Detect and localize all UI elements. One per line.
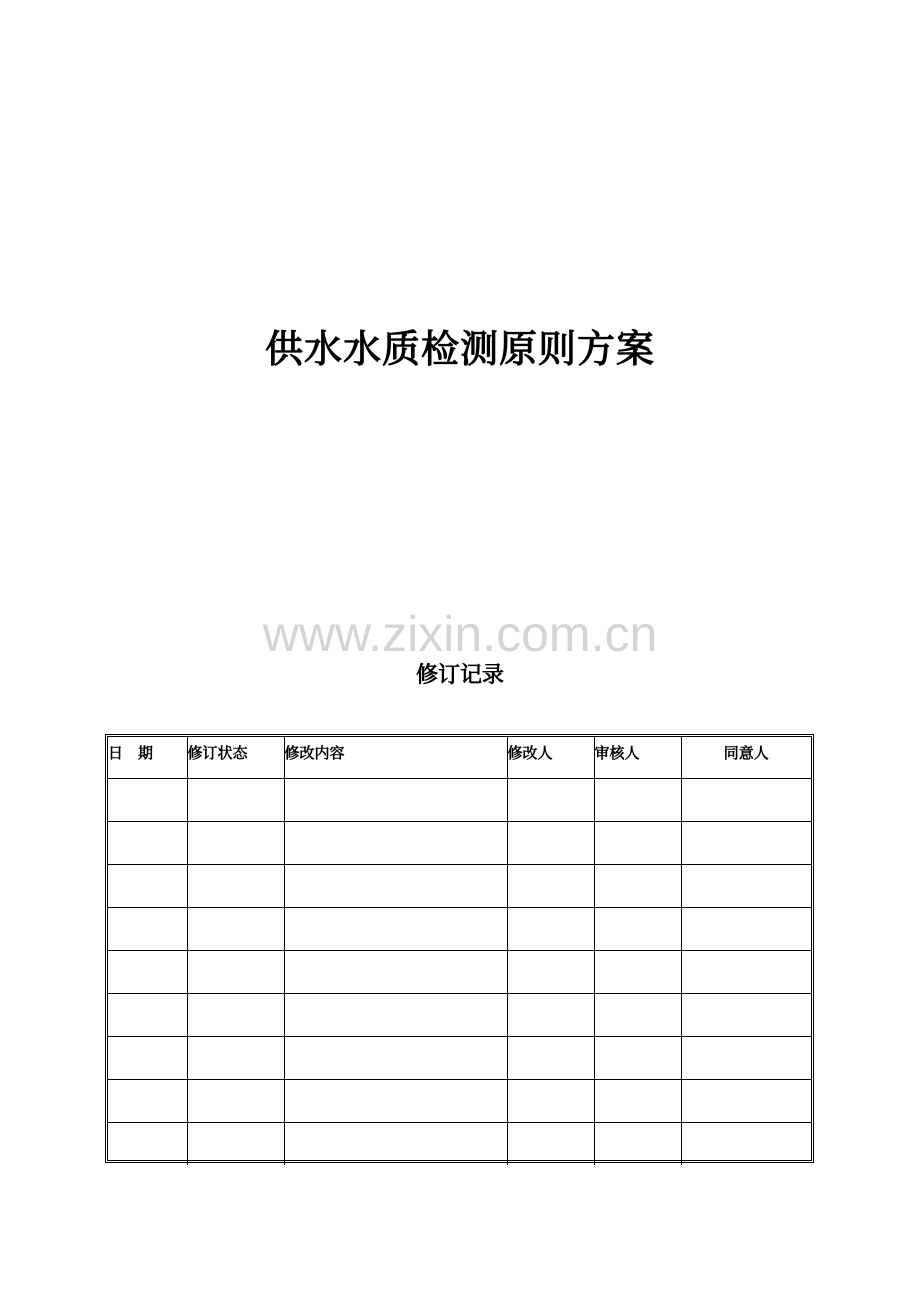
document-title: 供水水质检测原则方案 (264, 327, 655, 371)
table-cell-revision-status (187, 907, 284, 950)
table-row (108, 1122, 811, 1165)
watermark: www.zixin.com.cn (262, 606, 658, 662)
table-cell-change-content (284, 907, 507, 950)
table-cell-modifier (507, 1079, 594, 1122)
table-cell-date (108, 993, 187, 1036)
table-header-row (108, 737, 811, 778)
table-cell-revision-status (187, 778, 284, 821)
table-cell-approver (681, 1122, 811, 1165)
table-cell-change-content (284, 1122, 507, 1165)
table-cell-modifier (507, 907, 594, 950)
table-cell-revision-status (187, 864, 284, 907)
table-row (108, 821, 811, 864)
table-cell-approver (681, 821, 811, 864)
table-row (108, 993, 811, 1036)
table-cell-modifier (507, 778, 594, 821)
table-cell-reviewer (594, 1122, 681, 1165)
table-cell-modifier (507, 821, 594, 864)
column-header-modifier: 修改人 (507, 737, 594, 778)
table-cell-approver (681, 1079, 811, 1122)
section-title: 修订记录 (415, 663, 504, 688)
table-cell-revision-status (187, 950, 284, 993)
table-cell-date (108, 821, 187, 864)
table-cell-date (108, 950, 187, 993)
table-cell-reviewer (594, 950, 681, 993)
table-cell-approver (681, 950, 811, 993)
table-cell-reviewer (594, 1079, 681, 1122)
revision-table-frame (105, 734, 814, 1163)
table-row (108, 1079, 811, 1122)
table-cell-reviewer (594, 993, 681, 1036)
table-cell-change-content (284, 864, 507, 907)
table-cell-change-content (284, 950, 507, 993)
table-cell-reviewer (594, 1036, 681, 1079)
table-cell-modifier (507, 950, 594, 993)
table-row (108, 907, 811, 950)
revision-table (108, 737, 811, 1165)
table-cell-revision-status (187, 821, 284, 864)
column-header-approver: 同意人 (681, 737, 811, 778)
table-row (108, 864, 811, 907)
table-cell-modifier (507, 1122, 594, 1165)
column-header-reviewer: 审核人 (594, 737, 681, 778)
table-cell-date (108, 1036, 187, 1079)
table-cell-change-content (284, 778, 507, 821)
table-cell-date (108, 1079, 187, 1122)
table-body (108, 778, 811, 1165)
table-cell-reviewer (594, 821, 681, 864)
column-header-date: 日 期 (108, 737, 187, 778)
table-cell-change-content (284, 1036, 507, 1079)
table-cell-date (108, 1122, 187, 1165)
table-cell-approver (681, 993, 811, 1036)
table-cell-change-content (284, 993, 507, 1036)
table-row (108, 778, 811, 821)
column-header-revision-status: 修订状态 (187, 737, 284, 778)
table-cell-approver (681, 1036, 811, 1079)
table-cell-change-content (284, 1079, 507, 1122)
table-cell-revision-status (187, 1036, 284, 1079)
table-cell-date (108, 907, 187, 950)
table-cell-revision-status (187, 1122, 284, 1165)
table-row (108, 950, 811, 993)
table-cell-reviewer (594, 778, 681, 821)
table-cell-approver (681, 907, 811, 950)
table-cell-reviewer (594, 864, 681, 907)
table-cell-change-content (284, 821, 507, 864)
table-cell-modifier (507, 1036, 594, 1079)
table-cell-modifier (507, 993, 594, 1036)
column-header-change-content: 修改内容 (284, 737, 507, 778)
table-cell-modifier (507, 864, 594, 907)
table-cell-date (108, 864, 187, 907)
table-cell-reviewer (594, 907, 681, 950)
table-cell-approver (681, 864, 811, 907)
table-cell-approver (681, 778, 811, 821)
table-cell-revision-status (187, 1079, 284, 1122)
table-row (108, 1036, 811, 1079)
table-cell-revision-status (187, 993, 284, 1036)
table-cell-date (108, 778, 187, 821)
